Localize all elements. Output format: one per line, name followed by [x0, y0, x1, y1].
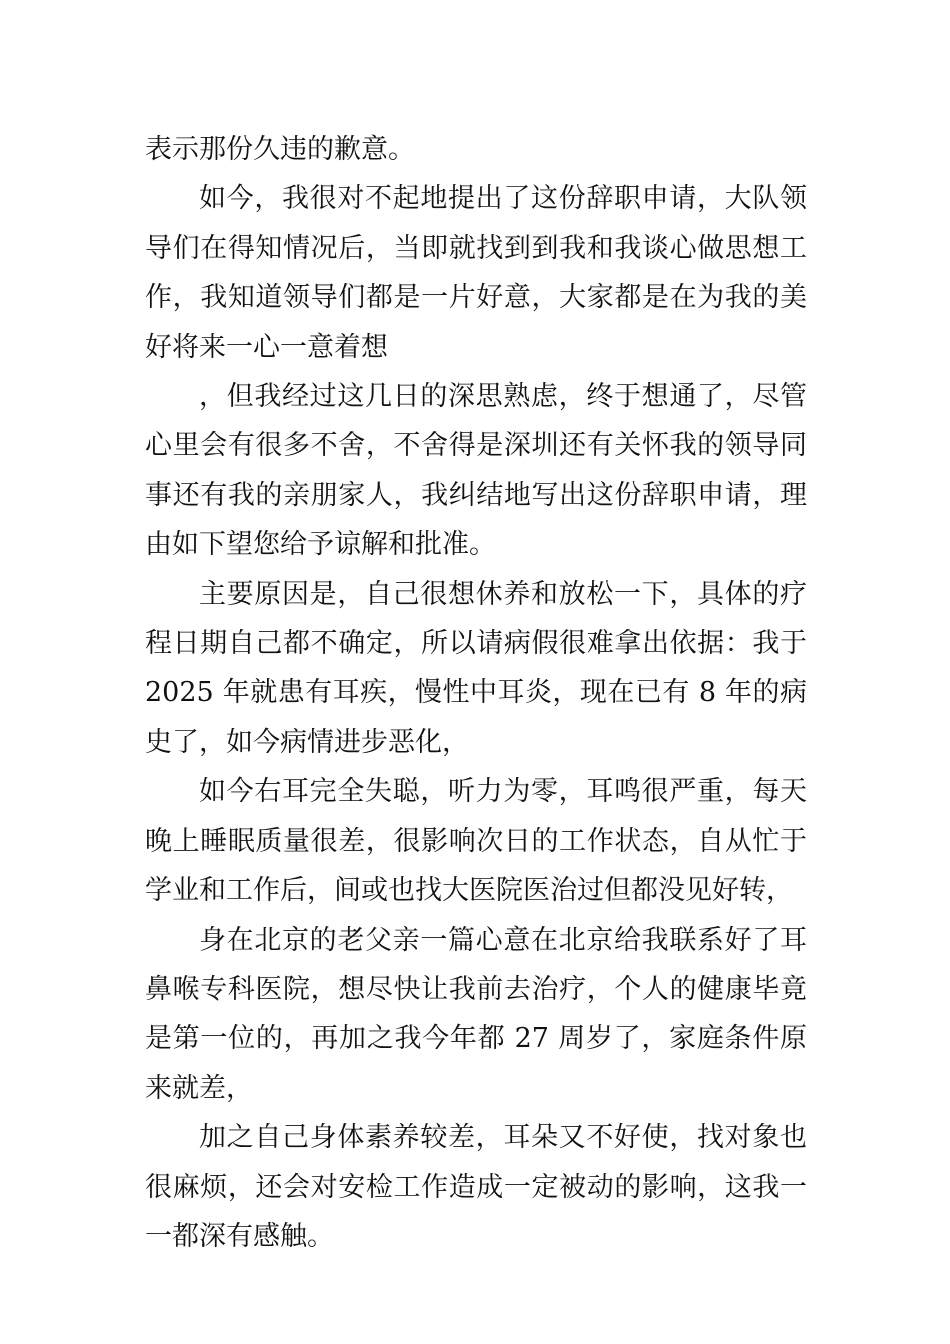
paragraph-4: 主要原因是，自己很想休养和放松一下，具体的疗程日期自己都不确定，所以请病假很难拿出依据：我于 2025 年就患有耳疾，慢性中耳炎，现在已有 8 年的病史了，如今病情进步恶化，: [145, 578, 807, 758]
paragraph-3: ，但我经过这几日的深思熟虑，终于想通了，尽管心里会有很多不舍，不舍得是深圳还有关怀我的领导同事还有我的亲朋家人，我纠结地写出这份辞职申请，理由如下望您给予谅解和批准。: [145, 381, 807, 561]
paragraph-6: 身在北京的老父亲一篇心意在北京给我联系好了耳鼻喉专科医院，想尽快让我前去治疗，个人的健康毕竟是第一位的，再加之我今年都 27 周岁了，家庭条件原来就差，: [145, 924, 807, 1104]
paragraph-7: 加之自己身体素养较差，耳朵又不好使，找对象也很麻烦，还会对安检工作造成一定被动的影响，这我一一都深有感触。: [145, 1122, 807, 1252]
document-body: [145, 125, 807, 1261]
paragraph-5: 如今右耳完全失聪，听力为零，耳鸣很严重，每天晚上睡眠质量很差，很影响次日的工作状态，自从忙于学业和工作后，间或也找大医院医治过但都没见好转，: [145, 776, 807, 907]
paragraph-1: 表示那份久违的歉意。: [145, 134, 415, 165]
paragraph-2: 如今，我很对不起地提出了这份辞职申请，大队领导们在得知情况后，当即就找到到我和我谈心做思想工作，我知道领导们都是一片好意，大家都是在为我的美好将来一心一意着想: [145, 183, 807, 363]
